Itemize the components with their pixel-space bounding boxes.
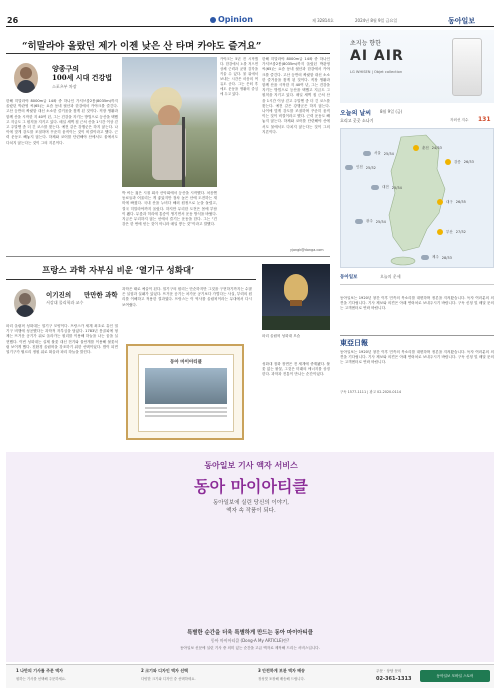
page-number: 26 <box>7 16 19 25</box>
column1-body-b: 박 씨는 젊은 시절 회사 산악회에서 등산을 시작했다. 처음엔 동료들과 어울리는 게 좋았지만 점차 높은 산에 도전하는 재미에 빠졌다. 국내 산을 누비다 해외 원정으로 눈을 돌렸고, 결국 히말라야까지 올랐다. 하지만 무리한 도전은 몸에 부담이 됐다. 무릎과 허리에 통증이 생기면서 운동 방식을 바꿨다. 지금은 무리하지 않는 선에서 즐기는 운동을 한다. 그는 “건강은 한 번에 얻는 것이 아니라 매일 쌓는 것”이라고 말했다. <box>122 191 217 227</box>
column2-author-role: 서강대 물리학과 교수 <box>46 300 84 305</box>
city-seoul: 서울 25/34 <box>363 151 394 156</box>
footer-col-2-title: 2 크기와 디자인 액자 선택 <box>141 668 188 673</box>
section-label <box>210 15 253 24</box>
city-daegu: 대구 26/35 <box>437 199 466 205</box>
exhibit-paper-heading: 동아 마이아티클 <box>170 360 202 365</box>
cloud-icon <box>363 151 371 156</box>
weather-summary: 흐리고 곳곳 소나기 <box>340 118 374 123</box>
issue-date: 2024년 8월 9일 금요일 <box>355 18 398 23</box>
weather-footer-note: 오늘의 운세 <box>380 274 401 279</box>
my-article-sub2: 액자 속 작품이 되다. <box>226 508 276 514</box>
right-column-heading: 東亞日報 <box>340 335 494 348</box>
column1-photo <box>122 57 217 187</box>
weather-map <box>340 128 494 268</box>
footer-col-2-body: 다양한 크기와 디자인 중 선택하세요. <box>141 677 196 681</box>
column2-column-name: 만만한 과학 <box>84 291 118 299</box>
right-column-contact: 구독 1577-1111 | 광고 02-2020-0114 <box>340 390 402 394</box>
cloud-icon <box>345 165 353 170</box>
weather-section <box>340 108 494 296</box>
cloud-icon <box>371 185 379 190</box>
column2-exhibit-image <box>126 344 244 440</box>
cloud-icon <box>355 219 363 224</box>
top-ad[interactable] <box>340 30 494 103</box>
column1-rule <box>6 53 330 54</box>
my-article-title: 동아 마이아티클 <box>194 477 308 496</box>
footer-col-3-body: 정성껏 포장해 배송해 드립니다. <box>258 677 305 681</box>
footer-col-3-title: 3 안전하게 보관 액자 배송 <box>258 668 305 673</box>
footer-bar <box>6 664 494 688</box>
mobile-store-button[interactable]: 동아일보 모바일 스토어 <box>420 670 490 682</box>
column2-body-c: 성화대 점화 장면은 전 세계에 중계됐다. 불꽃 없는 불꽃, 그것은 미래의 에너지를 상징한다. 과학과 전통이 만나는 순간이었다. <box>262 362 330 377</box>
top-ad-maker: LG WHISEN | Objet collection <box>350 70 403 74</box>
lower-ad-line1: 동아 마이아티클 (Dong-A My ARTICLE)란? <box>210 638 290 643</box>
air-conditioner-image <box>452 38 482 96</box>
column1-column-name: 100세 시대 건강법 <box>52 73 113 82</box>
column2-body-a: 파리 올림픽 성화대는 열기구 모양이다. 프랑스가 세계 최초로 유인 열기구 비행에 성공했다는 과학적 자부심을 담았다. 1783년 몽골피에 형제는 뜨거운 공기가 위로 올라가는 원리를 이용해 하늘을 나는 꿈을 실현했다. 이번 성화대는 실제 불꽃 대신 전기와 물안개를 이용해 불꽃처럼 보이게 했다. 친환경 올림픽을 강조하기 위한 선택이었다. 밤이 되면 열기구가 튈르리 정원 위로 떠올라 파리 하늘을 밝힌다. <box>6 324 118 355</box>
column2-author-name: 이기진의 <box>46 291 72 299</box>
lower-ad-line2: 동아일보 신문에 실린 기사 중 의미 있는 순간을 고급 액자로 제작해 드리는 서비스입니다. <box>180 646 320 650</box>
right-column-body: 동아일보는 1920년 창간 이후 민족의 목소리를 대변하며 정론을 지켜왔습니다. 독자 여러분의 의견을 기다립니다. 기사 제보와 의견은 아래 연락처로 보내주시기 바랍니다. 구독 신청 및 배달 문의는 고객센터로 연락 바랍니다. <box>340 350 494 365</box>
lower-ad-headline: 특별한 순간을 더욱 특별하게 만드는 동아 마이아티클 <box>187 630 313 636</box>
column2-photo-caption: 파리 올림픽 성화대 모습 <box>262 334 301 338</box>
footer-col-1-title: 1 나만의 기사를 주문 액자 <box>16 668 63 673</box>
uv-label: 자외선 지수 <box>450 118 469 122</box>
footer-col-3 <box>258 668 368 681</box>
column2-author-photo <box>14 289 36 317</box>
column1-author-email: yjongk@donga.com <box>290 248 324 252</box>
city-jeju: 제주 28/33 <box>421 255 452 260</box>
column1-author-name: 양종구의 <box>52 64 80 73</box>
city-chuncheon: 춘천 24/33 <box>413 145 442 151</box>
column2-rule <box>6 279 256 280</box>
right-column-body-top: 동아일보는 1920년 창간 이후 민족의 목소리를 대변하며 정론을 지켜왔습니다. 독자 여러분의 의견을 기다립니다. 기사 제보와 의견은 아래 연락처로 보내주시기 바랍니다. 구독 신청 및 배달 문의는 고객센터로 연락 바랍니다. <box>340 296 494 311</box>
right-column <box>340 296 494 400</box>
section-divider <box>6 256 330 257</box>
weather-rule <box>340 284 494 285</box>
column2-photo <box>262 264 330 330</box>
column1-body-a: 한해 히말라야 8000m급 14좌 중 하나인 가셔브룸2봉(8035m)까지 올랐던 박관영 씨(65)는 요즘 동네 뒷산과 한강에서 카야크를 즐긴다. 고산 등반의 짜릿함 대신 소소한 즐거움을 찾게 된 것이다. 직장 생활과 함께 산을 시작한 지 40여 년, 그는 건강을 지키는 방법으로 등산을 택했고 지금도 그 원칙을 지키고 있다. 매일 새벽 집 근처 산을 1시간 이상 걷고 주말엔 좀 더 긴 코스를 찾는다. 예전 같은 강행군은 하지 않는다. 나이에 맞게 강도를 조절하며 꾸준히 움직이는 것이 비결이라고 했다. 근력 운동도 빼놓지 않는다. 하체와 코어를 단련해야 산에서도 물에서도 다치지 않는다는 것이 그의 지론이다. <box>6 99 118 145</box>
column1-headline: “히말라야 올랐던 제가 이젠 낮은 산 타며 카야도 즐겨요” <box>22 41 262 52</box>
column1-photo-caption: 카야크는 5년 전 시작했다. 한강에서 노를 저으면 상체 근력과 균형 감각을 키울 수 있다. 물 위에서 보내는 시간은 마음의 여유도 준다. 그는 은퇴 후에도 운동을 생활의 중심에 두고 있다. <box>220 57 258 96</box>
issue-number: 제 32814호 <box>312 18 334 23</box>
column1-body-c: 한해 히말라야 8000m급 14좌 중 하나인 가셔브룸2봉(8035m)까지 올랐던 박관영 씨(65)는 요즘 동네 뒷산과 한강에서 카야크를 즐긴다. 고산 등반의 짜릿함 대신 소소한 즐거움을 찾게 된 것이다. 직장 생활과 함께 산을 시작한 지 40여 년, 그는 건강을 지키는 방법으로 등산을 택했고 지금도 그 원칙을 지키고 있다. 매일 새벽 집 근처 산을 1시간 이상 걷고 주말엔 좀 더 긴 코스를 찾는다. 예전 같은 강행군은 하지 않는다. 나이에 맞게 강도를 조절하며 꾸준히 움직이는 것이 비결이라고 했다. 근력 운동도 빼놓지 않는다. 하체와 코어를 단련해야 산에서도 물에서도 다치지 않는다는 것이 그의 지론이다. <box>262 57 330 134</box>
weather-date: 8월 9일 (금) <box>380 109 403 114</box>
footer-col-1 <box>16 668 136 681</box>
sun-icon <box>437 199 443 205</box>
column2-body-b: 과학은 때로 예술이 된다. 열기구의 원리는 단순하지만 그것을 구현하기까지는 수많은 실험과 실패가 있었다. 뜨거운 공기는 차가운 공기보다 가볍다는 사실, 부력의 원리를 이해하고 적용한 결과였다. 프랑스는 이 역사를 올림픽이라는 무대에서 다시 보여줬다. <box>122 287 252 307</box>
city-busan: 부산 27/32 <box>437 229 466 235</box>
column1-author-photo <box>14 63 38 93</box>
weather-footer-brand: 동아일보 <box>340 275 358 280</box>
my-article-sub1: 동아일보에 실린 당신의 이야기, <box>212 500 290 506</box>
column2-headline: 프랑스 과학 자부심 비운 ‘열기구 성화대’ <box>42 266 195 276</box>
city-incheon: 인천 25/32 <box>345 165 376 170</box>
weather-title: 오늘의 날씨 <box>340 110 372 117</box>
top-ad-product: AI AIR <box>350 48 404 64</box>
opinion-icon <box>210 17 216 23</box>
column1-author-role: 스포츠부 차장 <box>52 84 77 89</box>
city-daejeon: 대전 25/34 <box>371 185 402 190</box>
city-gangneung: 강릉 26/33 <box>445 159 474 165</box>
sun-icon <box>437 229 443 235</box>
cloud-icon <box>421 255 429 260</box>
header-rule <box>6 26 494 27</box>
footer-col-1-body: 원하는 기사를 선택해 주문하세요. <box>16 677 67 681</box>
footer-phone[interactable]: 02-361-1313 <box>376 676 412 682</box>
my-article-kicker: 동아일보 기사 액자 서비스 <box>204 461 298 470</box>
uv-value: 131 <box>478 116 491 123</box>
top-ad-kicker: 초지능 향한 <box>350 40 381 47</box>
city-gwangju: 광주 25/34 <box>355 219 386 224</box>
brand-logo: 동아일보 <box>448 17 476 25</box>
footer-col-2 <box>141 668 251 681</box>
sun-icon <box>413 145 419 151</box>
section-title: Opinion <box>218 15 253 24</box>
my-article-ad[interactable] <box>6 452 494 662</box>
footer-phone-label: 주문 · 상담 문의 <box>376 669 402 673</box>
sun-icon <box>445 159 451 165</box>
